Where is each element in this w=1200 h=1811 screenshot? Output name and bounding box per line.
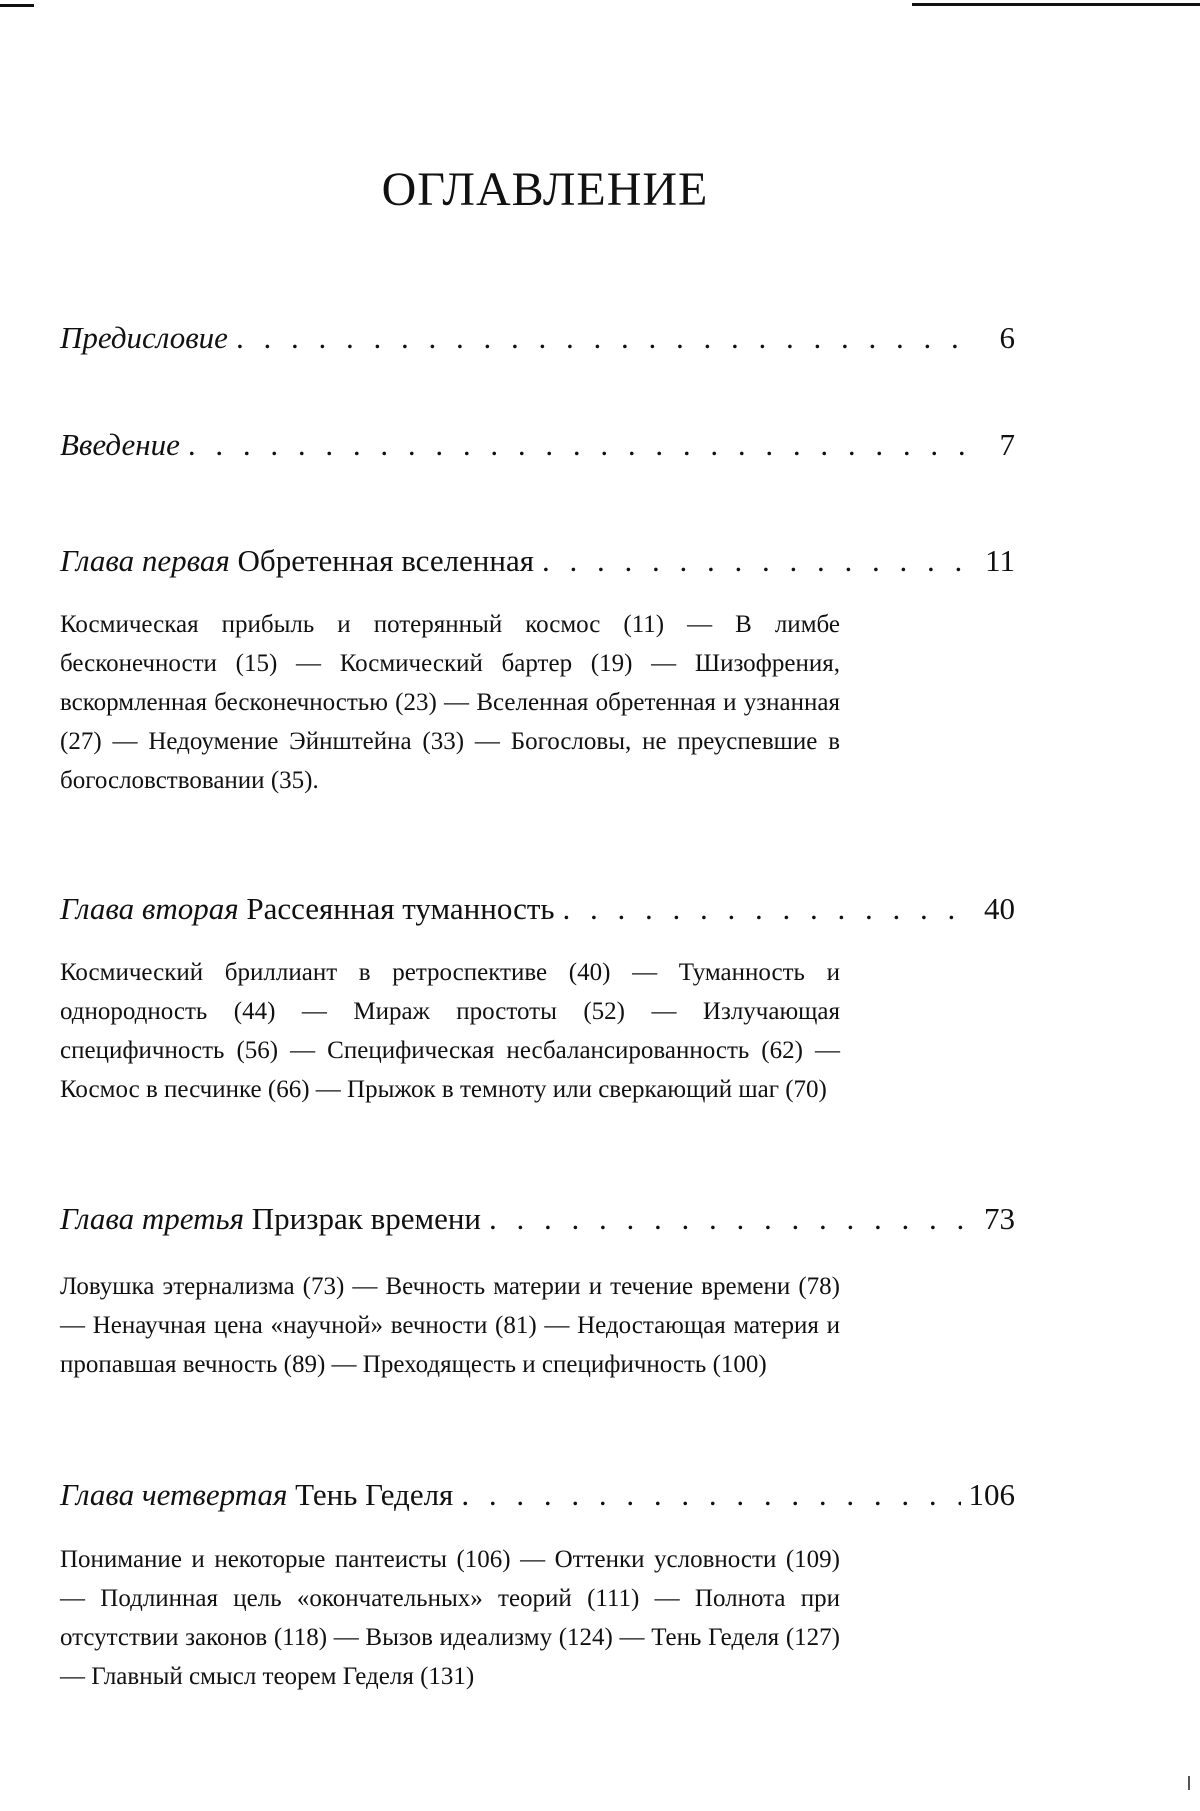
entry-label-italic: Предисловие xyxy=(60,320,228,355)
entry-page-number: 40 xyxy=(984,891,1015,926)
chapter-1-description: Космическая прибыль и потерянный космос (11) — В лимбе бесконечности (15) — Космический бартер (19) — Шизофрения, вскормленная бесконечностью (23) — Вселенная обретенная и узнанная (27) — Недоумение Эйнштейна (33) — Богословы, не преуспевшие в богословствовании (35). xyxy=(60,611,840,794)
entry-label-italic: Глава первая xyxy=(60,543,230,578)
entry-chapter-title: Тень Геделя xyxy=(295,1477,454,1512)
chapter-3-description: Ловушка этернализма (73) — Вечность материи и течение времени (78) — Ненаучная цена «научной» вечности (81) — Недостающая материя и пропавшая вечность (89) — Преходящесть и специфичность (100) xyxy=(60,1273,840,1378)
dot-leader xyxy=(461,1475,960,1515)
entry-label xyxy=(60,1475,453,1515)
chapter-4-description: Понимание и некоторые пантеисты (106) — Оттенки условности (109) — Подлинная цель «окончательных» теорий (111) — Полнота при отсутствии законов (118) — Вызов идеализму (124) — Тень Геделя (127) — Главный смысл теорем Геделя (131) xyxy=(60,1546,840,1690)
dot-leader xyxy=(236,318,977,358)
top-right-rule xyxy=(912,3,1200,6)
dot-leader xyxy=(489,1199,976,1239)
toc-entry-chapter-4[interactable] xyxy=(60,1475,1015,1515)
entry-page-number: 11 xyxy=(985,543,1015,578)
dot-leader xyxy=(542,541,977,581)
dot-leader xyxy=(188,425,977,465)
toc-entry-chapter-2[interactable] xyxy=(60,889,1015,929)
dot-leader xyxy=(563,889,976,929)
page-title: ОГЛАВЛЕНИЕ xyxy=(381,163,709,216)
entry-label xyxy=(60,1199,481,1239)
entry-label xyxy=(60,318,228,358)
entry-label xyxy=(60,425,180,465)
entry-label-italic: Глава вторая xyxy=(60,891,239,926)
entry-label xyxy=(60,889,555,929)
entry-chapter-title: Призрак времени xyxy=(251,1201,482,1236)
entry-label-italic: Глава третья xyxy=(60,1201,245,1236)
toc-entry-introduction[interactable] xyxy=(60,425,1015,465)
chapter-2-description: Космический бриллиант в ретроспективе (40) — Туманность и однородность (44) — Мираж простоты (52) — Излучающая специфичность (56) — Специфическая несбалансированность (62) — Космос в песчинке (66) — Прыжок в темноту или сверкающий шаг (70) xyxy=(60,959,840,1103)
toc-entry-chapter-3[interactable] xyxy=(60,1199,1015,1239)
entry-page-number: 7 xyxy=(999,427,1015,462)
scan-mark xyxy=(1188,1776,1190,1790)
top-left-rule xyxy=(0,4,34,7)
entry-chapter-title: Рассеянная туманность xyxy=(246,891,555,926)
entry-label xyxy=(60,541,534,581)
entry-page-number: 6 xyxy=(999,320,1015,355)
entry-chapter-title: Обретенная вселенная xyxy=(237,543,534,578)
toc-entry-preface[interactable] xyxy=(60,318,1015,358)
entry-page-number: 73 xyxy=(984,1201,1015,1236)
entry-page-number: 106 xyxy=(968,1477,1015,1512)
entry-label-italic: Глава четвертая xyxy=(60,1477,288,1512)
entry-label-italic: Введение xyxy=(60,427,180,462)
toc-entry-chapter-1[interactable] xyxy=(60,541,1015,581)
